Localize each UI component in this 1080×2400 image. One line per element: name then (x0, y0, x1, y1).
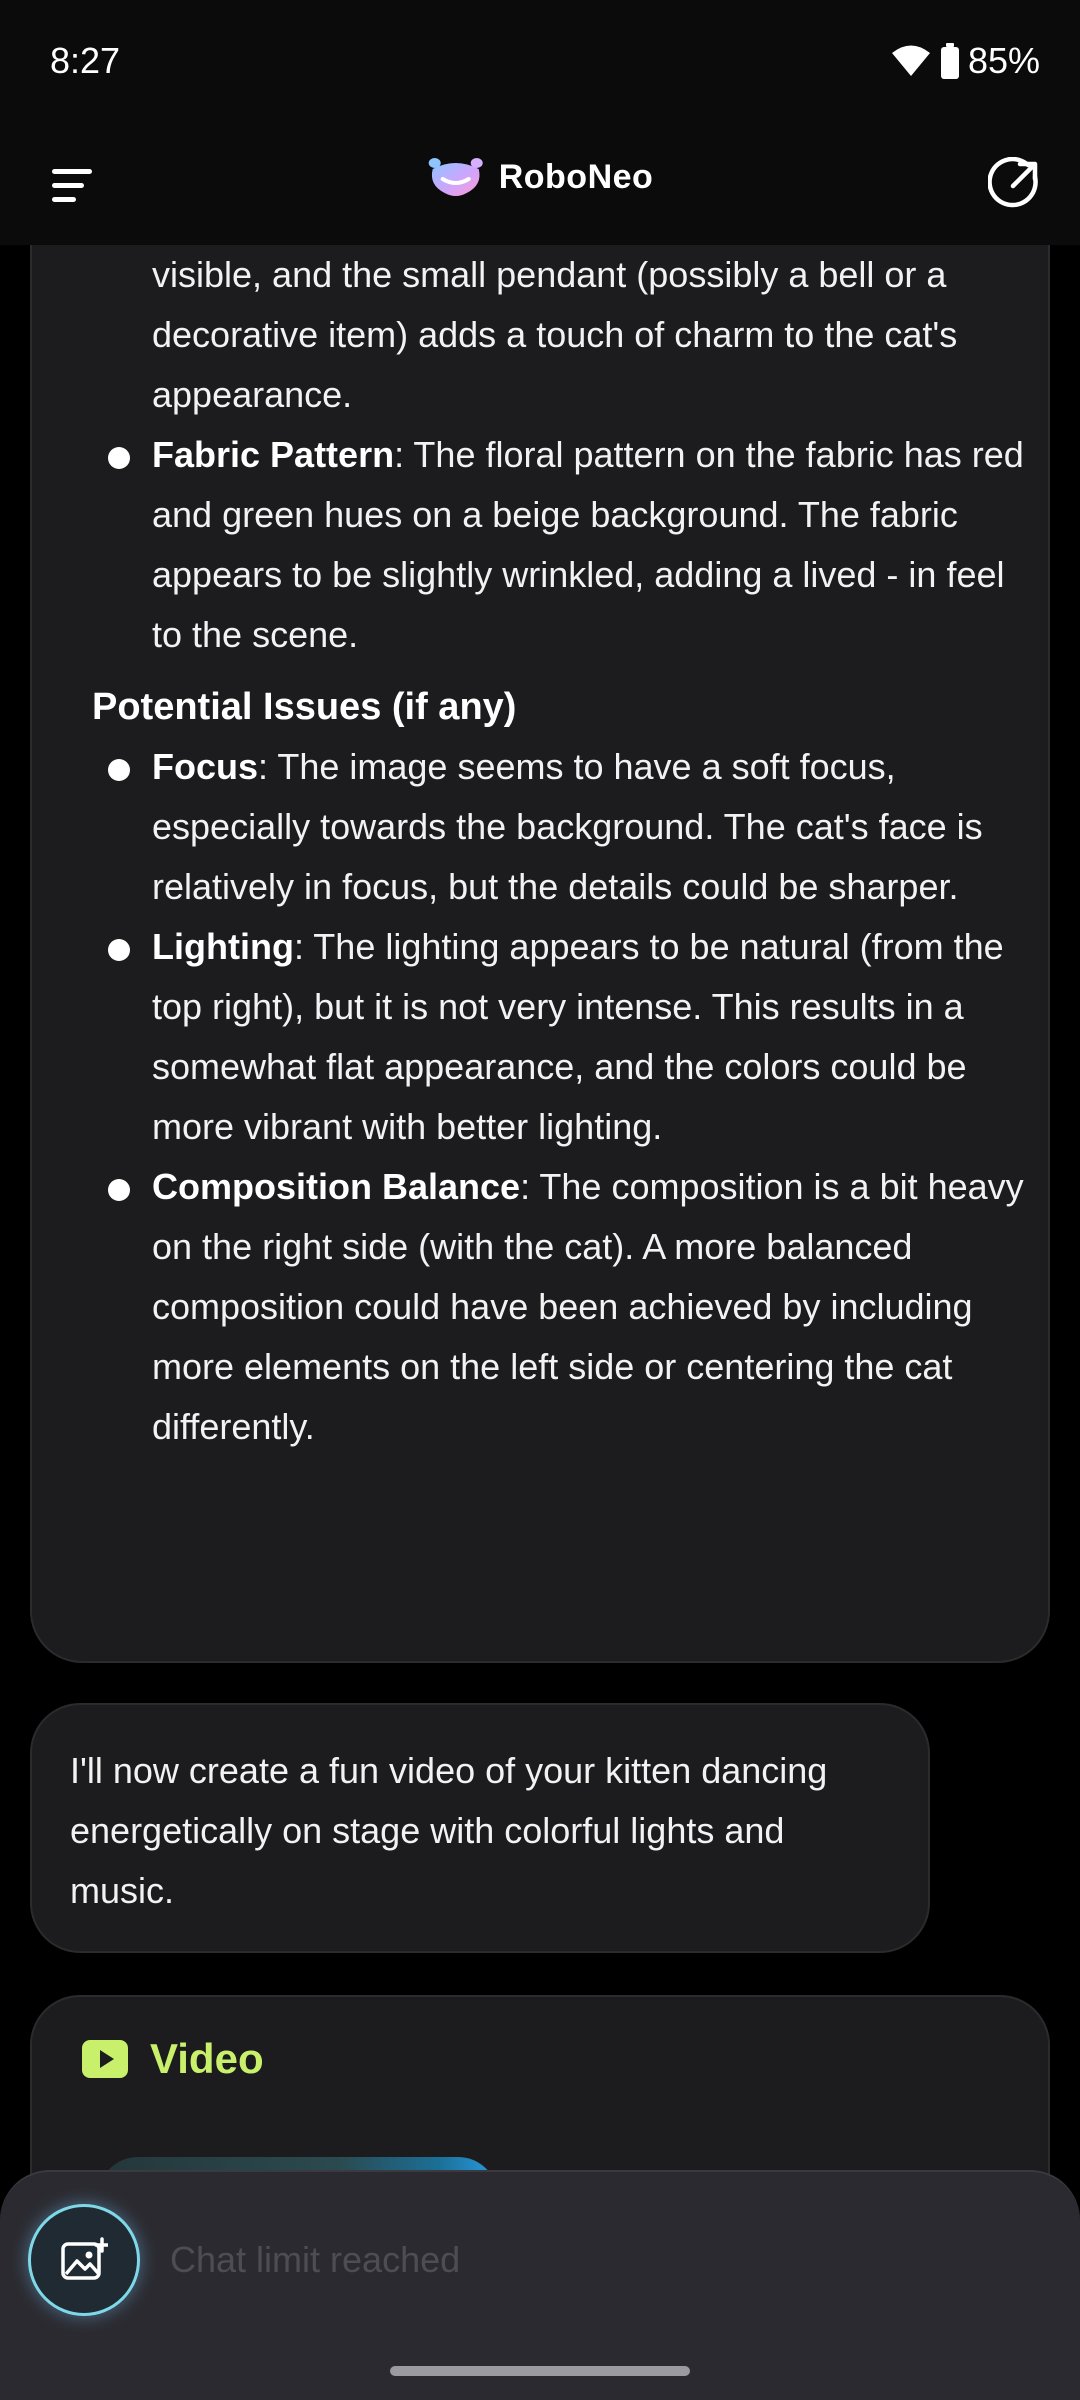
item-label: Composition Balance (152, 1166, 521, 1207)
brand (427, 155, 654, 199)
app-name: RoboNeo (498, 157, 654, 196)
item-text: : The lighting appears to be natural (from the top right), but it is not very intense. This results in a somewhat flat appearance, and the colors could be more vibrant with better lighting. (152, 926, 1004, 1147)
status-bar (0, 0, 1080, 125)
item-label: Focus (152, 746, 259, 787)
item-text: : The composition is a bit heavy on the right side (with the cat). A more balanced composition could have been achieved by including more elements on the left side or centering the cat differently. (152, 1166, 1024, 1447)
add-image-button[interactable] (28, 2204, 140, 2316)
status-icons (890, 40, 1040, 82)
list-item (32, 917, 1032, 1157)
item-text: : The image seems to have a soft focus, especially towards the background. The cat's face is relatively in focus, but the details could be sharper. (152, 746, 983, 907)
video-title: Video (150, 2035, 264, 2082)
composer (0, 2170, 1080, 2400)
list-item (32, 425, 1032, 665)
app-header (0, 125, 1080, 245)
wifi-icon (890, 44, 932, 78)
list-item (32, 245, 1032, 425)
battery-level: 85% (967, 40, 1040, 81)
list-item (32, 737, 1032, 917)
item-text: : The floral pattern on the fabric has red and green hues on a beige background. The fabric appears to be slightly wrinkled, adding a lived - in feel to the scene. (152, 434, 1024, 655)
video-header (82, 2035, 264, 2083)
section-heading: Potential Issues (if any) (92, 686, 517, 728)
detail-list (32, 245, 1032, 665)
chat-input[interactable] (170, 2230, 1030, 2290)
assistant-message (30, 1703, 930, 1953)
menu-icon[interactable] (50, 163, 96, 209)
battery-icon (940, 43, 960, 79)
status-time: 8:27 (50, 40, 121, 81)
continued-text: visible, and the small pendant (possibly a bell or a decorative item) adds a touch of charm to the cat's appearance. (152, 254, 958, 415)
analysis-card (30, 185, 1050, 1663)
image-add-icon (60, 2237, 108, 2283)
share-icon[interactable] (988, 157, 1042, 211)
video-icon (82, 2040, 128, 2078)
home-indicator[interactable] (390, 2366, 690, 2376)
chat-content[interactable] (0, 245, 1080, 2400)
roboneo-logo (427, 155, 485, 199)
message-text: I'll now create a fun video of your kitten dancing energetically on stage with colorful lights and music. (70, 1750, 828, 1911)
item-label: Lighting (152, 926, 294, 967)
issues-list (32, 737, 1032, 1457)
list-item (32, 1157, 1032, 1457)
item-label: Fabric Pattern (152, 434, 395, 475)
